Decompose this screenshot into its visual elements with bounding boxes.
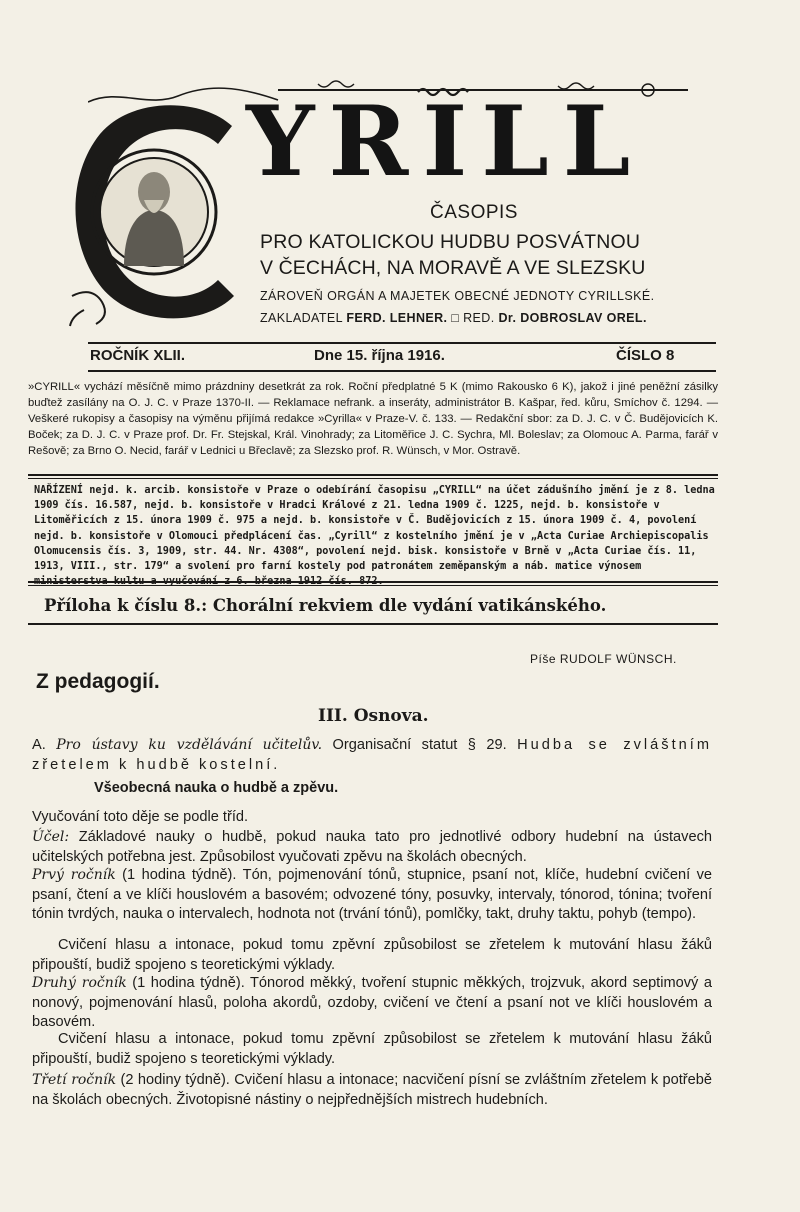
paragraph-purpose: [32, 828, 712, 867]
rule-above-issue: [88, 342, 716, 344]
purpose-label: Účel:: [32, 829, 70, 845]
paragraph-second-year-voice: Cvičení hlasu a intonace, pokud tomu zpěvní způsobilost se zřetelem k mutování hlasu žáků připouští, budiž spojeno s teoretickými výklady.: [32, 1031, 712, 1067]
editor-title: Dr.: [498, 311, 517, 325]
second-year-label: Druhý ročník: [32, 975, 127, 991]
rule-below-supplement: [28, 623, 718, 625]
masthead-subtitle-1: ČASOPIS: [430, 202, 518, 223]
article-author: Píše RUDOLF WÜNSCH.: [530, 652, 677, 666]
issue-date: Dne 15. října 1916.: [314, 347, 445, 364]
first-year-label: Prvý ročník: [32, 867, 116, 883]
separator-square: □: [451, 311, 460, 325]
rule-below-decree-1: [28, 581, 718, 583]
third-year-label: Třetí ročník: [32, 1072, 117, 1088]
rule-below-issue: [88, 370, 716, 372]
rule-below-decree-2: [28, 585, 718, 586]
paragraph-1: Vyučování toto děje se podle tříd.: [32, 809, 249, 825]
subheading: Všeobecná nauka o hudbě a zpěvu.: [94, 780, 339, 796]
third-year-text: (2 hodiny týdně). Cvičení hlasu a intonace; nacvičení písní se zvláštním zřetelem k potřebě na školách obecných. Životopisné nástiny o nejpřednějších mistrech hudebních.: [32, 1072, 712, 1108]
paragraph-first-year-voice: Cvičení hlasu a intonace, pokud tomu zpěvní způsobilost se zřetelem k mutování hlasu žáků připouští, budiž spojeno s teoretickými výklady.: [32, 937, 712, 973]
founder-name: FERD. LEHNER.: [346, 311, 448, 325]
first-year-text: (1 hodina týdně). Tón, pojmenování tónů, stupnice, psaní not, klíče, hudební cvičení ve psaní, čtení a ve klíči houslovém a basovém; odvozené tóny, posuvky, intervaly, tónorod, tónina; tvoření tónin tvrdých, nauka o intervalech, hodnota not (trvání tónů), pomlčky, takt, druhy taktu, pohyb (tempo).: [32, 867, 712, 922]
issue-number: ČÍSLO 8: [616, 347, 675, 364]
statute-ref: Organisační statut § 29.: [322, 737, 518, 753]
masthead-subtitle-2: PRO KATOLICKOU HUDBU POSVÁTNOU: [260, 231, 641, 253]
paragraph-second-year: [32, 974, 712, 1033]
section-title: Z pedagogií.: [36, 670, 160, 693]
paragraph-first-year: [32, 866, 712, 925]
supplement-note: Příloha k číslu 8.: Chorální rekviem dle vydání vatikánského.: [44, 596, 607, 615]
rule-above-decree-1: [28, 474, 718, 476]
issue-volume: ROČNÍK XLII.: [90, 347, 186, 364]
paragraph-a: [32, 736, 712, 775]
decree-text: NAŘÍZENÍ nejd. k. arcib. konsistoře v Praze o odebírání časopisu „CYRILL“ na účet zádušního jmění je z 8. ledna 1909 čís. 16.587, nejd. b. konsistoře v Hradci Králové z 21. ledna 1909 č. 1225, nejd. b. konsistoře v Litoměřicích z 15. února 1909 č. 975 a nejd. b. konsistoře v Č. Budějovicích z 15. února 1909 č. 4, povolení nejd. b. konsistoře v Olomouci předplácení čas. „Cyrill“ z kostelního jmění je v „Acta Curiae Archiepiscopalis Olomucensis čís. 3, 1909, str. 44. Nr. 4308“, povolení nejd. bisk. konsistoře v Brně v „Acta Curiae čís. 11, 1913, VIII., str. 179“ a svolení pro farní kostely pod patronátem zeměpanským a náb. matice výnosem: [34, 485, 715, 573]
second-year-text: (1 hodina týdně). Tónorod měkký, tvoření stupnic měkkých, trojzvuk, akord septimový a nonový, pojmenování hlasů, poloha akordů, ozdoby, cvičení ve čtení a psaní not ve klíči houslovém a basovém.: [32, 975, 712, 1030]
founder-prefix: ZAKLADATEL: [260, 311, 347, 325]
masthead-subtitle-3: V ČECHÁCH, NA MORAVĚ A VE SLEZSKU: [260, 257, 646, 279]
paragraph-third-year: [32, 1071, 712, 1110]
editor-prefix: RED.: [463, 311, 499, 325]
chapter-title: III. Osnova.: [318, 706, 429, 726]
masthead-subtitle-4: ZÁROVEŇ ORGÁN A MAJETEK OBECNÉ JEDNOTY CYRILLSKÉ.: [260, 289, 655, 303]
subject-spaced: Hudba se zvláštním zřetelem k hudbě kostelní.: [32, 737, 712, 773]
masthead-founder-line: [260, 311, 647, 325]
purpose-text: Základové nauky o hudbě, pokud nauka tato pro jednotlivé odbory hudební na ústavech učitelských potřebna jest. Způsobilost vyučovati zpěvu na školách obecných.: [32, 829, 712, 865]
institution-type: Pro ústavy ku vzdělávání učitelův.: [56, 737, 323, 753]
editor-name: DOBROSLAV OREL.: [520, 311, 647, 325]
publication-info: »CYRILL« vychází měsíčně mimo prázdniny desetkrát za rok. Roční předplatné 5 K (mimo Rakousko 6 K), jakož i jiné peněžní zásilky buďtež zasílány na O. J. C. v Praze 1370-II. — Reklamace nefrank. a inseráty, administrátor B. Kašpar, řed. kůru, Smíchov č. 1294. — Veškeré rukopisy a časopisy na výměnu přijímá redakce »Cyrilla« v Praze-V. č. 133. — Redakční sbor: za D. J. C. v Č. Budějovicích K. Boček; za D. J. C. v Praze prof. Dr. Fr. Stejskal, Král. Vinohrady; za Litoměřice J. C. Sychra, Ml. Boleslav; za Olomouc A. Parma, farář v Rešově; za Brno O. Necid, farář v Lednici u Břeclavě; za Slezsko prof. R. Wünsch, v Mor. Ostravě.: [28, 381, 718, 457]
masthead-title: YRILL: [246, 85, 645, 198]
rule-above-decree-2: [28, 478, 718, 479]
label-a: A.: [32, 737, 46, 753]
decorated-initial-c-portrait: [62, 96, 240, 332]
